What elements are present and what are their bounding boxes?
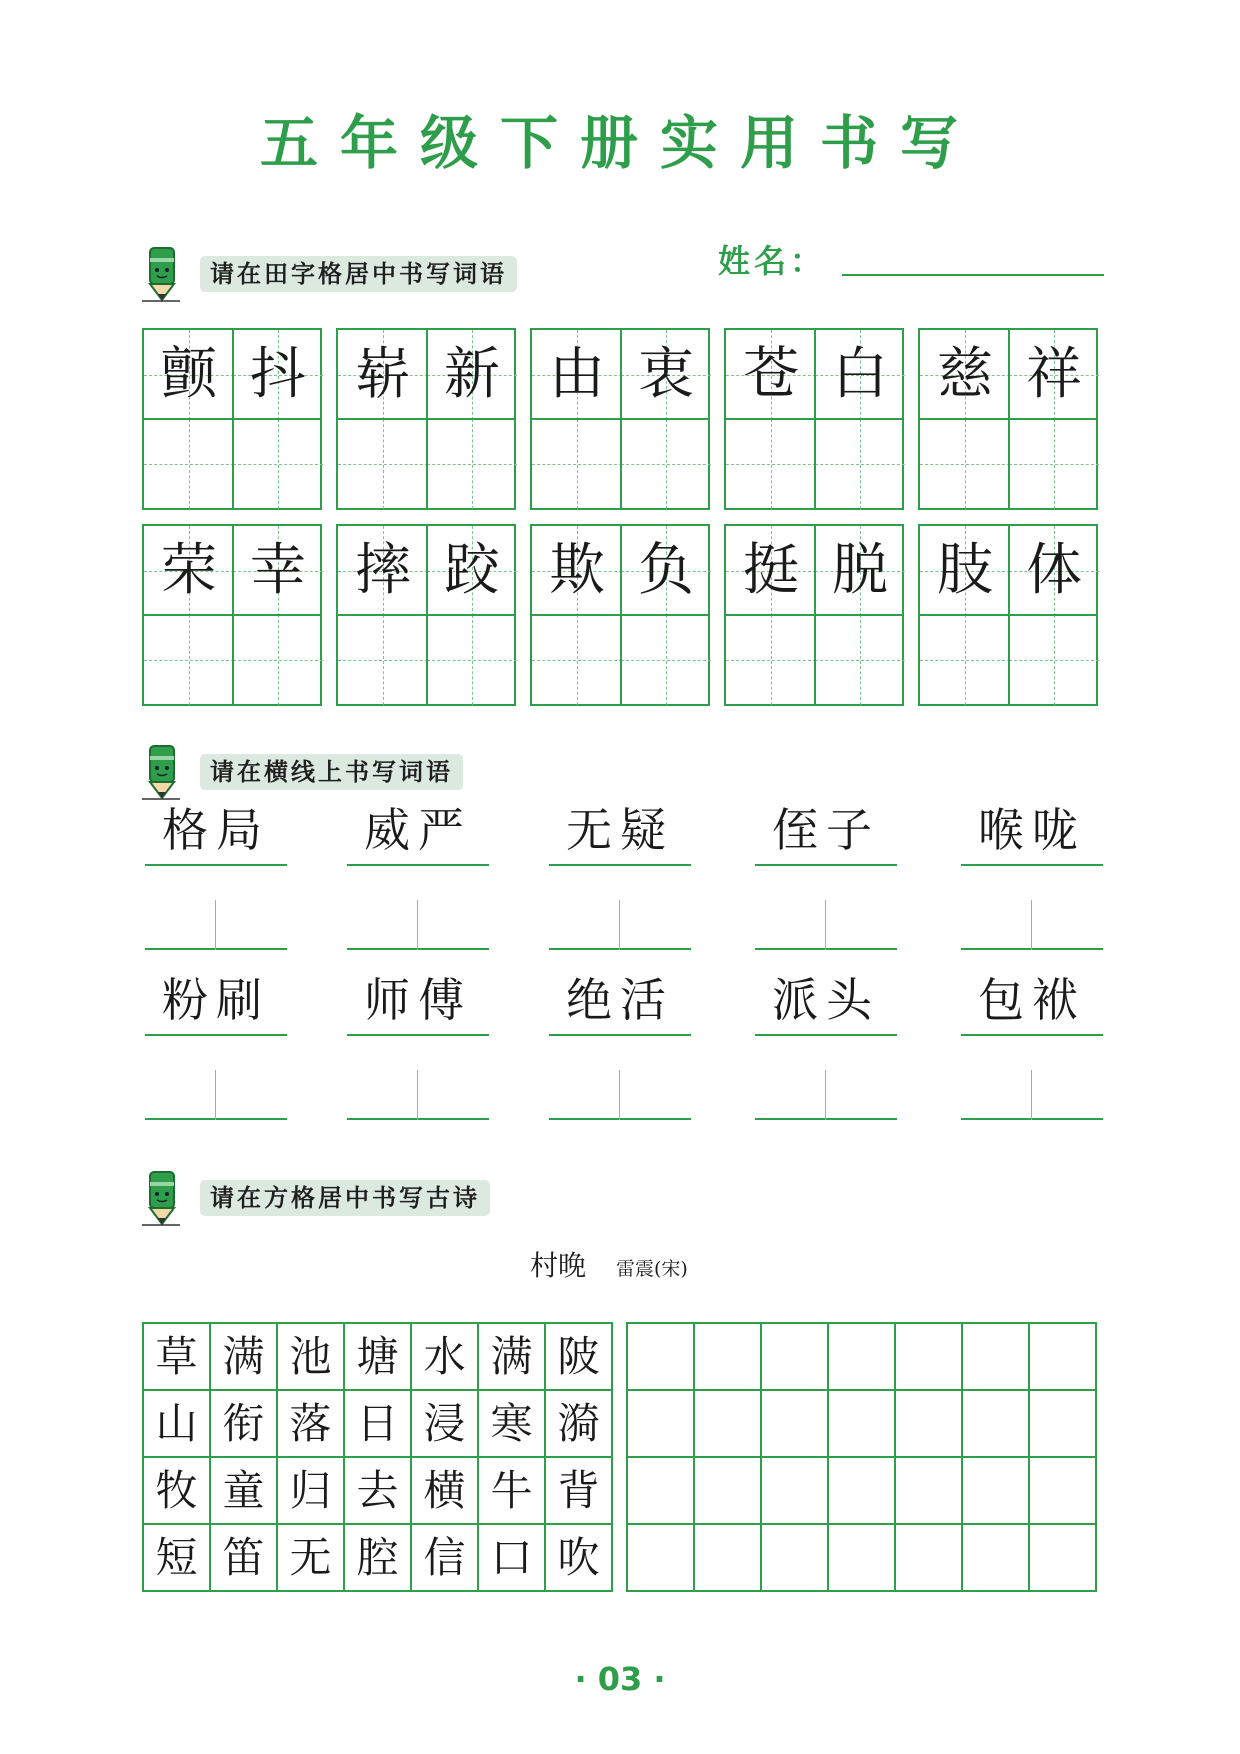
poem-character: 水 [423, 1332, 466, 1381]
tianzi-cell[interactable] [920, 419, 1010, 509]
center-guide [1031, 900, 1032, 950]
tianzi-word-box[interactable] [724, 328, 904, 510]
line-word-blank[interactable] [145, 890, 287, 950]
tianzi-cell[interactable] [532, 615, 622, 705]
line-word-sample [549, 803, 691, 866]
poem-blank-cell[interactable] [1030, 1525, 1097, 1592]
tianzi-cell[interactable] [621, 615, 711, 705]
line-word-text: 威严 [364, 803, 472, 857]
cell-guide-horizontal [233, 464, 323, 465]
poem-character: 信 [423, 1533, 466, 1582]
tianzi-cell[interactable] [815, 526, 905, 616]
cell-guide-horizontal [1009, 464, 1099, 465]
tianzi-cell[interactable] [233, 330, 323, 420]
tianzi-character: 荣 [161, 538, 217, 603]
tianzi-word-box[interactable] [142, 328, 322, 510]
baseline [347, 948, 489, 950]
baseline [549, 1034, 691, 1036]
poem-blank-cell[interactable] [963, 1458, 1030, 1525]
poem-blank-cell[interactable] [695, 1458, 762, 1525]
section-poem-label: 请在方格居中书写古诗 [200, 1180, 490, 1216]
cell-guide-horizontal [338, 464, 428, 465]
tianzi-cell[interactable] [621, 526, 711, 616]
line-word-blank[interactable] [549, 1060, 691, 1120]
line-word-sample [755, 973, 897, 1036]
poem-character: 腔 [356, 1533, 399, 1582]
tianzi-cell[interactable] [144, 419, 234, 509]
baseline [145, 1034, 287, 1036]
tianzi-cell[interactable] [532, 330, 622, 420]
tianzi-character: 体 [1026, 538, 1082, 603]
poem-character: 落 [289, 1399, 332, 1448]
poem-blank-cell[interactable] [628, 1391, 695, 1458]
tianzi-cell[interactable] [338, 615, 428, 705]
cell-guide-horizontal [532, 464, 622, 465]
poem-practice-grid [626, 1322, 1097, 1592]
poem-blank-cell[interactable] [963, 1324, 1030, 1391]
cell-guide-horizontal [427, 464, 517, 465]
poem-blank-cell[interactable] [628, 1324, 695, 1391]
center-guide [215, 1070, 216, 1120]
poem-character: 牛 [490, 1466, 533, 1515]
box-divider-horizontal [726, 614, 902, 616]
baseline [755, 1118, 897, 1120]
line-word-blank[interactable] [755, 1060, 897, 1120]
poem-character-cell [211, 1391, 278, 1458]
center-guide [825, 900, 826, 950]
poem-character-cell [144, 1525, 211, 1592]
line-word-sample [755, 803, 897, 866]
line-word-blank[interactable] [549, 890, 691, 950]
baseline [145, 864, 287, 866]
section-tianzi-label: 请在田字格居中书写词语 [200, 256, 517, 292]
baseline [961, 948, 1103, 950]
poem-character-cell [211, 1458, 278, 1525]
poem-character: 池 [289, 1332, 332, 1381]
box-divider-horizontal [532, 418, 708, 420]
poem-character: 寒 [490, 1399, 533, 1448]
baseline [961, 864, 1103, 866]
center-guide [825, 1070, 826, 1120]
cell-guide-horizontal [815, 464, 905, 465]
tianzi-character: 苍 [743, 342, 799, 407]
poem-character-cell [144, 1458, 211, 1525]
poem-character: 背 [557, 1466, 600, 1515]
tianzi-character: 慈 [937, 342, 993, 407]
tianzi-cell[interactable] [427, 615, 517, 705]
pencil-icon [142, 1170, 182, 1226]
poem-blank-cell[interactable] [829, 1324, 896, 1391]
tianzi-cell[interactable] [1009, 615, 1099, 705]
poem-character: 笛 [222, 1533, 265, 1582]
cell-guide-horizontal [144, 660, 234, 661]
tianzi-cell[interactable] [1009, 330, 1099, 420]
poem-blank-cell[interactable] [896, 1324, 963, 1391]
line-word-sample [549, 973, 691, 1036]
tianzi-word-box[interactable] [918, 524, 1098, 706]
name-label: 姓名： [718, 242, 827, 280]
baseline [755, 864, 897, 866]
tianzi-cell[interactable] [1009, 419, 1099, 509]
line-word-sample [347, 973, 489, 1036]
box-divider-horizontal [920, 418, 1096, 420]
poem-character-cell [278, 1525, 345, 1592]
cell-guide-horizontal [920, 660, 1010, 661]
tianzi-character: 欺 [549, 538, 605, 603]
line-word-text: 喉咙 [978, 803, 1086, 857]
baseline [961, 1034, 1103, 1036]
poem-character: 无 [289, 1533, 332, 1582]
poem-character-cell [278, 1324, 345, 1391]
tianzi-cell[interactable] [726, 419, 816, 509]
line-word-sample [145, 973, 287, 1036]
cell-guide-horizontal [621, 660, 711, 661]
tianzi-cell[interactable] [815, 615, 905, 705]
tianzi-cell[interactable] [532, 419, 622, 509]
tianzi-word-box[interactable] [918, 328, 1098, 510]
tianzi-cell[interactable] [815, 330, 905, 420]
tianzi-character: 衷 [638, 342, 694, 407]
line-word-text: 师傅 [364, 973, 472, 1027]
cell-guide-horizontal [815, 660, 905, 661]
line-word-text: 格局 [162, 803, 270, 857]
poem-character: 吹 [557, 1533, 600, 1582]
poem-blank-cell[interactable] [963, 1391, 1030, 1458]
baseline [347, 1118, 489, 1120]
poem-blank-cell[interactable] [762, 1391, 829, 1458]
line-word-blank[interactable] [755, 890, 897, 950]
poem-character: 日 [356, 1399, 399, 1448]
center-guide [619, 900, 620, 950]
line-word-blank[interactable] [145, 1060, 287, 1120]
tianzi-cell[interactable] [1009, 526, 1099, 616]
poem-character-cell [479, 1458, 546, 1525]
box-divider-horizontal [726, 418, 902, 420]
poem-character-cell [211, 1324, 278, 1391]
poem-character: 衔 [222, 1399, 265, 1448]
cell-guide-horizontal [233, 660, 323, 661]
line-word-text: 包袱 [978, 973, 1086, 1027]
poem-character-cell [412, 1324, 479, 1391]
poem-character-cell [345, 1391, 412, 1458]
baseline [347, 864, 489, 866]
tianzi-cell[interactable] [726, 615, 816, 705]
name-field-line[interactable] [842, 274, 1104, 276]
poem-character-cell [546, 1324, 613, 1391]
line-word-sample [145, 803, 287, 866]
poem-blank-cell[interactable] [762, 1458, 829, 1525]
tianzi-cell[interactable] [920, 526, 1010, 616]
center-guide [417, 900, 418, 950]
poem-blank-cell[interactable] [896, 1391, 963, 1458]
poem-character-cell [278, 1458, 345, 1525]
tianzi-word-box[interactable] [530, 328, 710, 510]
tianzi-word-box[interactable] [530, 524, 710, 706]
box-divider-horizontal [338, 418, 514, 420]
poem-blank-cell[interactable] [896, 1458, 963, 1525]
line-word-text: 侄子 [772, 803, 880, 857]
tianzi-cell[interactable] [621, 419, 711, 509]
page-number: · 03 · [574, 1660, 666, 1698]
baseline [755, 948, 897, 950]
tianzi-cell[interactable] [815, 419, 905, 509]
tianzi-cell[interactable] [427, 526, 517, 616]
tianzi-character: 由 [549, 342, 605, 407]
poem-character-cell [479, 1324, 546, 1391]
tianzi-character: 挺 [743, 538, 799, 603]
pencil-icon [142, 744, 182, 800]
poem-blank-cell[interactable] [695, 1525, 762, 1592]
poem-character-cell [412, 1391, 479, 1458]
poem-character: 草 [155, 1332, 198, 1381]
line-word-blank[interactable] [961, 890, 1103, 950]
tianzi-character: 颤 [161, 342, 217, 407]
tianzi-word-box[interactable] [336, 328, 516, 510]
poem-character-cell [546, 1391, 613, 1458]
poem-blank-cell[interactable] [628, 1525, 695, 1592]
pencil-icon [142, 246, 182, 302]
tianzi-cell[interactable] [338, 419, 428, 509]
poem-blank-cell[interactable] [829, 1391, 896, 1458]
poem-character-cell [345, 1525, 412, 1592]
poem-character-cell [546, 1458, 613, 1525]
poem-character-cell [412, 1525, 479, 1592]
line-word-text: 粉刷 [162, 973, 270, 1027]
cell-guide-horizontal [920, 464, 1010, 465]
baseline [549, 1118, 691, 1120]
line-word-sample [961, 803, 1103, 866]
tianzi-character: 抖 [250, 342, 306, 407]
section-lines-label: 请在横线上书写词语 [200, 754, 463, 790]
poem-blank-cell[interactable] [695, 1391, 762, 1458]
tianzi-character: 跤 [444, 538, 500, 603]
poem-character: 口 [490, 1533, 533, 1582]
center-guide [1031, 1070, 1032, 1120]
tianzi-cell[interactable] [338, 526, 428, 616]
poem-character: 满 [222, 1332, 265, 1381]
poem-author: 雷震(宋) [616, 1258, 688, 1280]
poem-blank-cell[interactable] [896, 1525, 963, 1592]
tianzi-word-box[interactable] [724, 524, 904, 706]
poem-title: 村晚 [530, 1249, 587, 1282]
tianzi-cell[interactable] [427, 330, 517, 420]
poem-blank-cell[interactable] [963, 1525, 1030, 1592]
poem-blank-cell[interactable] [829, 1525, 896, 1592]
tianzi-character: 幸 [250, 538, 306, 603]
tianzi-cell[interactable] [144, 526, 234, 616]
baseline [347, 1034, 489, 1036]
tianzi-character: 摔 [355, 538, 411, 603]
poem-blank-cell[interactable] [695, 1324, 762, 1391]
box-divider-horizontal [920, 614, 1096, 616]
tianzi-character: 祥 [1026, 342, 1082, 407]
poem-blank-cell[interactable] [1030, 1324, 1097, 1391]
poem-character-cell [278, 1391, 345, 1458]
tianzi-character: 新 [444, 342, 500, 407]
cell-guide-horizontal [144, 464, 234, 465]
cell-guide-horizontal [338, 660, 428, 661]
tianzi-cell[interactable] [621, 330, 711, 420]
poem-character-cell [345, 1324, 412, 1391]
baseline [145, 1118, 287, 1120]
tianzi-cell[interactable] [144, 330, 234, 420]
poem-character-cell [479, 1525, 546, 1592]
poem-character: 童 [222, 1466, 265, 1515]
tianzi-cell[interactable] [233, 526, 323, 616]
box-divider-horizontal [144, 614, 320, 616]
poem-blank-cell[interactable] [1030, 1458, 1097, 1525]
tianzi-character: 白 [832, 342, 888, 407]
tianzi-character: 脱 [832, 538, 888, 603]
box-divider-horizontal [532, 614, 708, 616]
baseline [549, 948, 691, 950]
cell-guide-horizontal [1009, 660, 1099, 661]
poem-character: 塘 [356, 1332, 399, 1381]
poem-character: 漪 [557, 1399, 600, 1448]
poem-character: 横 [423, 1466, 466, 1515]
cell-guide-horizontal [726, 464, 816, 465]
line-word-blank[interactable] [961, 1060, 1103, 1120]
poem-character: 短 [155, 1533, 198, 1582]
tianzi-cell[interactable] [920, 330, 1010, 420]
poem-character-cell [144, 1324, 211, 1391]
tianzi-character: 崭 [355, 342, 411, 407]
line-word-text: 无疑 [566, 803, 674, 857]
poem-sample-grid [142, 1322, 613, 1592]
tianzi-cell[interactable] [338, 330, 428, 420]
page-title: 五年级下册实用书写 [259, 109, 980, 177]
line-word-sample [347, 803, 489, 866]
poem-character: 浸 [423, 1399, 466, 1448]
box-divider-horizontal [338, 614, 514, 616]
tianzi-character: 肢 [937, 538, 993, 603]
poem-character: 陂 [557, 1332, 600, 1381]
tianzi-cell[interactable] [532, 526, 622, 616]
box-divider-horizontal [144, 418, 320, 420]
line-word-text: 绝活 [566, 973, 674, 1027]
tianzi-cell[interactable] [144, 615, 234, 705]
poem-character-cell [479, 1391, 546, 1458]
poem-character-cell [345, 1458, 412, 1525]
cell-guide-horizontal [621, 464, 711, 465]
tianzi-cell[interactable] [233, 615, 323, 705]
baseline [549, 864, 691, 866]
line-word-blank[interactable] [347, 890, 489, 950]
poem-blank-cell[interactable] [1030, 1391, 1097, 1458]
poem-blank-cell[interactable] [628, 1458, 695, 1525]
line-word-text: 派头 [772, 973, 880, 1027]
poem-character-cell [412, 1458, 479, 1525]
poem-blank-cell[interactable] [762, 1525, 829, 1592]
poem-character-cell [144, 1391, 211, 1458]
poem-character: 山 [155, 1399, 198, 1448]
baseline [961, 1118, 1103, 1120]
baseline [755, 1034, 897, 1036]
cell-guide-horizontal [532, 660, 622, 661]
poem-character: 去 [356, 1466, 399, 1515]
tianzi-word-box[interactable] [142, 524, 322, 706]
center-guide [215, 900, 216, 950]
tianzi-cell[interactable] [233, 419, 323, 509]
poem-character-cell [546, 1525, 613, 1592]
poem-blank-cell[interactable] [829, 1458, 896, 1525]
poem-character: 归 [289, 1466, 332, 1515]
poem-blank-cell[interactable] [762, 1324, 829, 1391]
tianzi-cell[interactable] [726, 526, 816, 616]
tianzi-cell[interactable] [427, 419, 517, 509]
tianzi-cell[interactable] [726, 330, 816, 420]
poem-character: 牧 [155, 1466, 198, 1515]
tianzi-word-box[interactable] [336, 524, 516, 706]
line-word-blank[interactable] [347, 1060, 489, 1120]
center-guide [417, 1070, 418, 1120]
center-guide [619, 1070, 620, 1120]
poem-character: 满 [490, 1332, 533, 1381]
baseline [145, 948, 287, 950]
tianzi-cell[interactable] [920, 615, 1010, 705]
cell-guide-horizontal [726, 660, 816, 661]
cell-guide-horizontal [427, 660, 517, 661]
tianzi-character: 负 [638, 538, 694, 603]
line-word-sample [961, 973, 1103, 1036]
poem-character-cell [211, 1525, 278, 1592]
